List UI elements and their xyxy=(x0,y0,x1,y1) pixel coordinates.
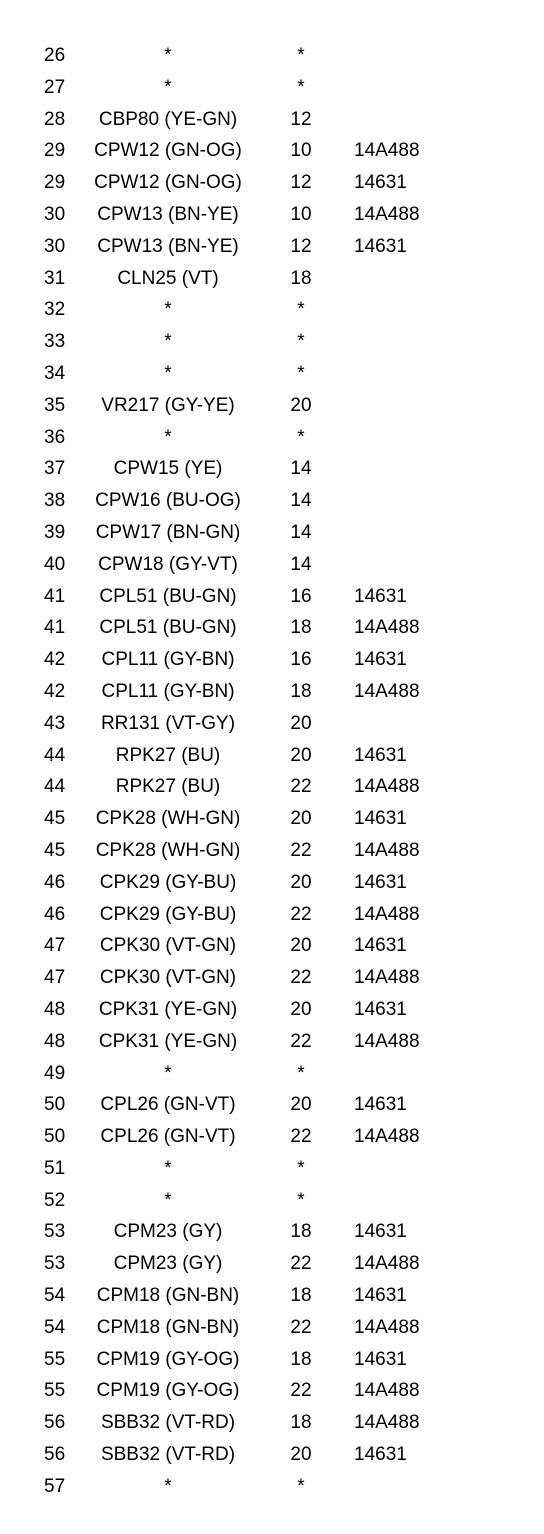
connector-pin-table xyxy=(0,40,544,1503)
wire-size-cell: 10 xyxy=(290,140,312,162)
terminal-part-cell: 14631 xyxy=(354,1094,407,1116)
terminal-part-cell: 14A488 xyxy=(354,1380,420,1402)
table-row xyxy=(0,1121,544,1153)
pin-number-cell: 56 xyxy=(44,1412,66,1434)
circuit-color-cell: * xyxy=(164,299,172,321)
table-row xyxy=(0,135,544,167)
table-row xyxy=(0,231,544,263)
table-row xyxy=(0,1375,544,1407)
terminal-part-cell: 14A488 xyxy=(354,1412,420,1434)
wire-size-cell: 22 xyxy=(290,1253,312,1275)
table-row xyxy=(0,167,544,199)
table-row xyxy=(0,326,544,358)
circuit-color-cell: CPL26 (GN-VT) xyxy=(100,1126,236,1148)
circuit-color-cell: CPW17 (BN-GN) xyxy=(95,521,241,543)
terminal-part-cell: 14A488 xyxy=(354,839,420,861)
pin-number-cell: 30 xyxy=(44,235,66,257)
circuit-color-cell: CPM18 (GN-BN) xyxy=(96,1316,240,1338)
table-row xyxy=(0,104,544,136)
wire-size-cell: 20 xyxy=(290,744,312,766)
wire-size-cell: * xyxy=(297,331,305,353)
wire-size-cell: * xyxy=(297,1062,305,1084)
circuit-color-cell: * xyxy=(164,362,172,384)
wire-size-cell: 20 xyxy=(290,808,312,830)
table-row xyxy=(0,1439,544,1471)
circuit-color-cell: CPM19 (GY-OG) xyxy=(96,1348,240,1370)
table-row xyxy=(0,708,544,740)
circuit-color-cell: SBB32 (VT-RD) xyxy=(100,1412,236,1434)
circuit-color-cell: CPK28 (WH-GN) xyxy=(95,839,241,861)
pin-number-cell: 26 xyxy=(44,45,66,66)
table-row xyxy=(0,1058,544,1090)
wire-size-cell: * xyxy=(297,1475,305,1497)
circuit-color-cell: CPM23 (GY) xyxy=(113,1221,223,1243)
table-row xyxy=(0,581,544,613)
table-row xyxy=(0,1312,544,1344)
pin-number-cell: 47 xyxy=(44,967,66,989)
terminal-part-cell: 14631 xyxy=(354,1444,407,1466)
circuit-color-cell: CPM23 (GY) xyxy=(113,1253,223,1275)
terminal-part-cell: 14631 xyxy=(354,172,407,194)
wire-size-cell: 22 xyxy=(290,1380,312,1402)
table-row xyxy=(0,358,544,390)
circuit-color-cell: CPK30 (VT-GN) xyxy=(99,935,237,957)
circuit-color-cell: * xyxy=(164,1062,172,1084)
wire-size-cell: 18 xyxy=(290,1348,312,1370)
pin-number-cell: 53 xyxy=(44,1221,66,1243)
terminal-part-cell: 14A488 xyxy=(354,903,420,925)
wire-size-cell: 22 xyxy=(290,1316,312,1338)
pin-number-cell: 46 xyxy=(44,903,66,925)
wire-size-cell: 22 xyxy=(290,1126,312,1148)
wire-size-cell: * xyxy=(297,45,305,66)
pin-number-cell: 51 xyxy=(44,1157,66,1179)
circuit-color-cell: * xyxy=(164,426,172,448)
circuit-color-cell: VR217 (GY-YE) xyxy=(101,394,235,416)
pin-number-cell: 52 xyxy=(44,1189,66,1211)
terminal-part-cell: 14631 xyxy=(354,235,407,257)
table-row xyxy=(0,1216,544,1248)
wire-size-cell: 14 xyxy=(290,458,312,480)
terminal-part-cell: 14A488 xyxy=(354,1316,420,1338)
wire-size-cell: * xyxy=(297,76,305,98)
pin-number-cell: 40 xyxy=(44,553,66,575)
pin-number-cell: 53 xyxy=(44,1253,66,1275)
table-row xyxy=(0,1344,544,1376)
terminal-part-cell: 14631 xyxy=(354,585,407,607)
terminal-part-cell: 14631 xyxy=(354,935,407,957)
circuit-color-cell: * xyxy=(164,1189,172,1211)
table-row xyxy=(0,994,544,1026)
terminal-part-cell: 14631 xyxy=(354,1285,407,1307)
table-row xyxy=(0,294,544,326)
pin-number-cell: 45 xyxy=(44,808,66,830)
table-row xyxy=(0,771,544,803)
table-row xyxy=(0,72,544,104)
pin-number-cell: 54 xyxy=(44,1285,66,1307)
terminal-part-cell: 14A488 xyxy=(354,617,420,639)
table-row xyxy=(0,1471,544,1503)
wire-size-cell: 22 xyxy=(290,839,312,861)
table-row xyxy=(0,803,544,835)
pin-number-cell: 56 xyxy=(44,1444,66,1466)
wire-size-cell: * xyxy=(297,426,305,448)
table-row xyxy=(0,899,544,931)
wire-size-cell: 22 xyxy=(290,1030,312,1052)
circuit-color-cell: CPL26 (GN-VT) xyxy=(100,1094,236,1116)
circuit-color-cell: CPW16 (BU-OG) xyxy=(95,490,241,512)
pin-number-cell: 33 xyxy=(44,331,66,353)
circuit-color-cell: CBP80 (YE-GN) xyxy=(98,108,238,130)
table-row xyxy=(0,422,544,454)
pin-number-cell: 28 xyxy=(44,108,66,130)
terminal-part-cell: 14631 xyxy=(354,871,407,893)
circuit-color-cell: CPW13 (BN-YE) xyxy=(97,235,239,257)
circuit-color-cell: CPW12 (GN-OG) xyxy=(94,172,242,194)
terminal-part-cell: 14A488 xyxy=(354,1253,420,1275)
terminal-part-cell: 14631 xyxy=(354,1348,407,1370)
wire-size-cell: 18 xyxy=(290,267,312,289)
pin-number-cell: 44 xyxy=(44,776,66,798)
pin-number-cell: 48 xyxy=(44,998,66,1020)
wire-size-cell: * xyxy=(297,1157,305,1179)
terminal-part-cell: 14A488 xyxy=(354,1126,420,1148)
circuit-color-cell: * xyxy=(164,1157,172,1179)
wire-size-cell: 14 xyxy=(290,490,312,512)
terminal-part-cell: 14631 xyxy=(354,649,407,671)
pin-number-cell: 41 xyxy=(44,617,66,639)
pin-number-cell: 48 xyxy=(44,1030,66,1052)
wire-size-cell: 18 xyxy=(290,1285,312,1307)
table-row xyxy=(0,485,544,517)
pin-number-cell: 29 xyxy=(44,140,66,162)
table-row xyxy=(0,835,544,867)
wire-size-cell: 16 xyxy=(290,649,312,671)
circuit-color-cell: CPK29 (GY-BU) xyxy=(99,871,237,893)
circuit-color-cell: RPK27 (BU) xyxy=(115,744,221,766)
circuit-color-cell: * xyxy=(164,76,172,98)
table-row xyxy=(0,930,544,962)
circuit-color-cell: * xyxy=(164,45,172,66)
pin-number-cell: 50 xyxy=(44,1094,66,1116)
table-row xyxy=(0,1407,544,1439)
pin-number-cell: 41 xyxy=(44,585,66,607)
circuit-color-cell: CPK31 (YE-GN) xyxy=(98,1030,238,1052)
wire-size-cell: 12 xyxy=(290,235,312,257)
wire-size-cell: 18 xyxy=(290,680,312,702)
table-row xyxy=(0,40,544,72)
terminal-part-cell: 14631 xyxy=(354,1221,407,1243)
wire-size-cell: 22 xyxy=(290,967,312,989)
pin-number-cell: 43 xyxy=(44,712,66,734)
circuit-color-cell: CPK29 (GY-BU) xyxy=(99,903,237,925)
pin-number-cell: 27 xyxy=(44,76,66,98)
circuit-color-cell: CPK30 (VT-GN) xyxy=(99,967,237,989)
table-row xyxy=(0,1185,544,1217)
circuit-color-cell: CPW15 (YE) xyxy=(113,458,223,480)
terminal-part-cell: 14A488 xyxy=(354,680,420,702)
wire-size-cell: 20 xyxy=(290,394,312,416)
terminal-part-cell: 14A488 xyxy=(354,776,420,798)
table-row xyxy=(0,517,544,549)
pin-number-cell: 30 xyxy=(44,203,66,225)
table-row xyxy=(0,549,544,581)
wire-size-cell: 20 xyxy=(290,1094,312,1116)
table-row xyxy=(0,1153,544,1185)
pin-number-cell: 31 xyxy=(44,267,66,289)
table-row xyxy=(0,644,544,676)
terminal-part-cell: 14A488 xyxy=(354,1030,420,1052)
circuit-color-cell: CPM18 (GN-BN) xyxy=(96,1285,240,1307)
circuit-color-cell: CPL11 (GY-BN) xyxy=(101,680,235,702)
wire-size-cell: * xyxy=(297,362,305,384)
table-row xyxy=(0,962,544,994)
table-row xyxy=(0,263,544,295)
wire-size-cell: 20 xyxy=(290,871,312,893)
circuit-color-cell: CPL11 (GY-BN) xyxy=(101,649,235,671)
pin-number-cell: 35 xyxy=(44,394,66,416)
table-row xyxy=(0,390,544,422)
circuit-color-cell: CPL51 (BU-GN) xyxy=(99,585,237,607)
table-row xyxy=(0,867,544,899)
pin-number-cell: 42 xyxy=(44,649,66,671)
table-row xyxy=(0,1026,544,1058)
wire-size-cell: 20 xyxy=(290,998,312,1020)
pin-number-cell: 42 xyxy=(44,680,66,702)
circuit-color-cell: CPK31 (YE-GN) xyxy=(98,998,238,1020)
circuit-color-cell: * xyxy=(164,331,172,353)
circuit-color-cell: RR131 (VT-GY) xyxy=(100,712,236,734)
terminal-part-cell: 14631 xyxy=(354,998,407,1020)
pin-number-cell: 55 xyxy=(44,1348,66,1370)
table-row xyxy=(0,1248,544,1280)
wire-size-cell: 22 xyxy=(290,776,312,798)
pin-number-cell: 45 xyxy=(44,839,66,861)
wire-size-cell: 18 xyxy=(290,617,312,639)
table-row xyxy=(0,199,544,231)
terminal-part-cell: 14A488 xyxy=(354,140,420,162)
pin-number-cell: 32 xyxy=(44,299,66,321)
pin-number-cell: 38 xyxy=(44,490,66,512)
table-row xyxy=(0,740,544,772)
pin-number-cell: 57 xyxy=(44,1475,66,1497)
circuit-color-cell: CPL51 (BU-GN) xyxy=(99,617,237,639)
wire-size-cell: 18 xyxy=(290,1221,312,1243)
pin-number-cell: 54 xyxy=(44,1316,66,1338)
terminal-part-cell: 14631 xyxy=(354,808,407,830)
pin-number-cell: 50 xyxy=(44,1126,66,1148)
pin-number-cell: 44 xyxy=(44,744,66,766)
circuit-color-cell: CPW12 (GN-OG) xyxy=(94,140,242,162)
circuit-color-cell: CLN25 (VT) xyxy=(117,267,219,289)
pin-number-cell: 37 xyxy=(44,458,66,480)
wire-size-cell: 16 xyxy=(290,585,312,607)
table-row xyxy=(0,1280,544,1312)
wire-size-cell: 20 xyxy=(290,712,312,734)
pin-number-cell: 29 xyxy=(44,172,66,194)
table-row xyxy=(0,612,544,644)
pin-number-cell: 39 xyxy=(44,521,66,543)
table-row xyxy=(0,453,544,485)
wire-size-cell: * xyxy=(297,1189,305,1211)
wire-size-cell: 22 xyxy=(290,903,312,925)
circuit-color-cell: CPM19 (GY-OG) xyxy=(96,1380,240,1402)
circuit-color-cell: CPW13 (BN-YE) xyxy=(97,203,239,225)
circuit-color-cell: RPK27 (BU) xyxy=(115,776,221,798)
pin-number-cell: 34 xyxy=(44,362,66,384)
wire-size-cell: 12 xyxy=(290,108,312,130)
terminal-part-cell: 14631 xyxy=(354,744,407,766)
wire-size-cell: 18 xyxy=(290,1412,312,1434)
circuit-color-cell: * xyxy=(164,1475,172,1497)
wire-size-cell: 14 xyxy=(290,553,312,575)
pin-number-cell: 49 xyxy=(44,1062,66,1084)
wire-size-cell: 20 xyxy=(290,935,312,957)
pin-number-cell: 47 xyxy=(44,935,66,957)
pin-number-cell: 36 xyxy=(44,426,66,448)
pin-number-cell: 46 xyxy=(44,871,66,893)
table-row xyxy=(0,676,544,708)
wire-size-cell: 12 xyxy=(290,172,312,194)
table-row xyxy=(0,1089,544,1121)
wire-size-cell: 10 xyxy=(290,203,312,225)
circuit-color-cell: CPW18 (GY-VT) xyxy=(98,553,238,575)
terminal-part-cell: 14A488 xyxy=(354,203,420,225)
terminal-part-cell: 14A488 xyxy=(354,967,420,989)
circuit-color-cell: SBB32 (VT-RD) xyxy=(100,1444,236,1466)
wire-size-cell: 20 xyxy=(290,1444,312,1466)
wire-size-cell: * xyxy=(297,299,305,321)
circuit-color-cell: CPK28 (WH-GN) xyxy=(95,808,241,830)
pin-number-cell: 55 xyxy=(44,1380,66,1402)
wire-size-cell: 14 xyxy=(290,521,312,543)
